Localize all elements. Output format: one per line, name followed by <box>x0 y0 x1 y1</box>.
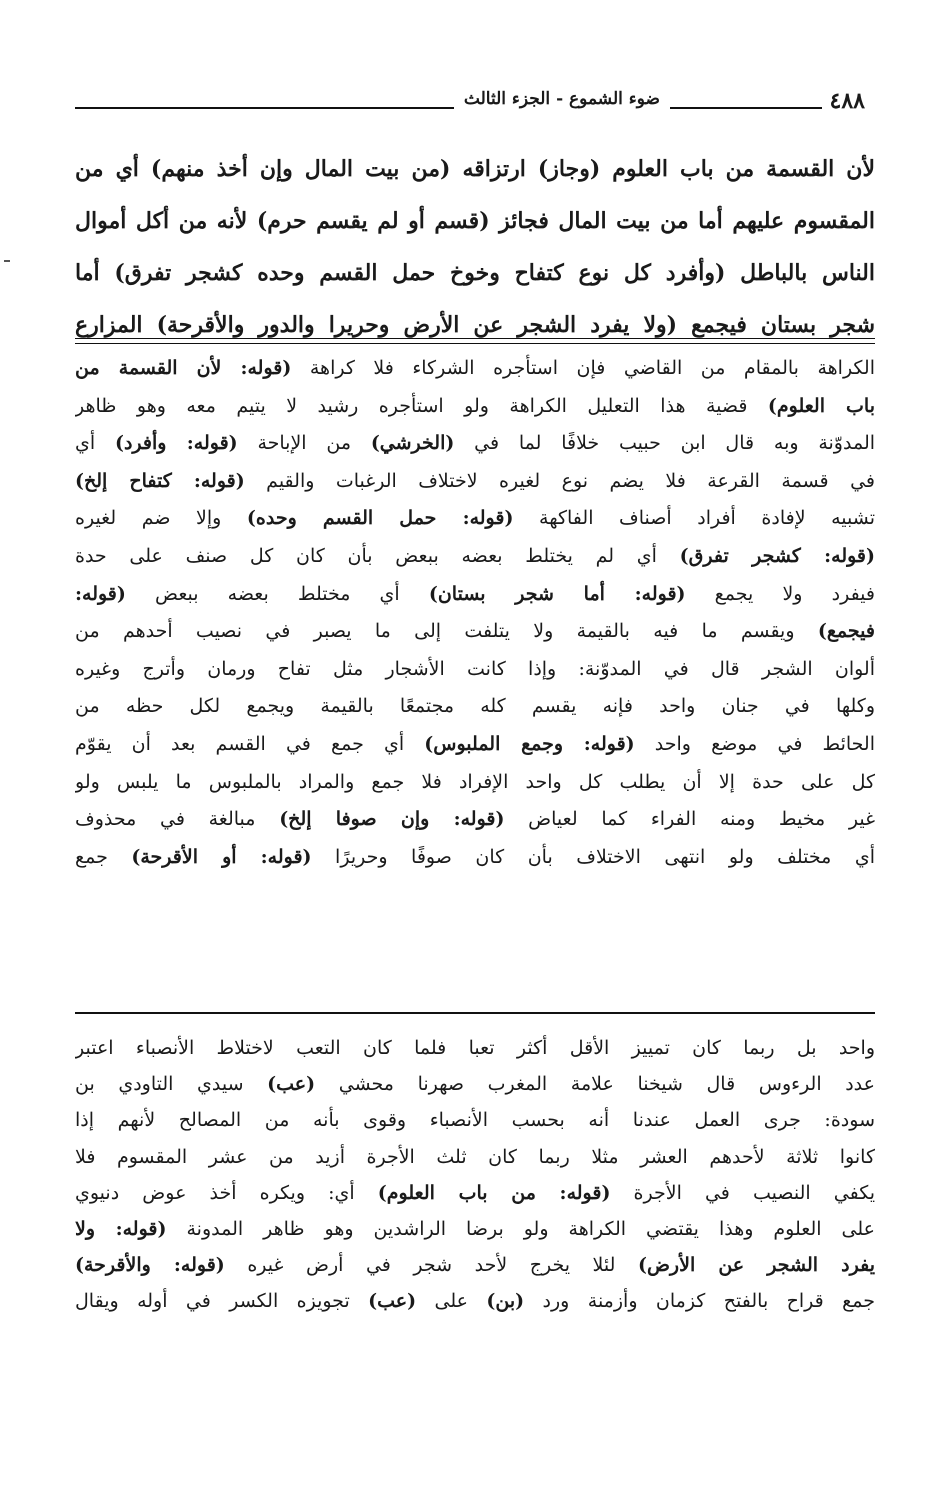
commentary-line <box>75 688 875 726</box>
text-run: على <box>416 1290 487 1313</box>
quoted-lemma: (قوله: وإن صوفا إلخ) <box>279 808 505 831</box>
text-run: يكفي النصيب في الأجرة <box>610 1181 875 1204</box>
commentary-line <box>75 500 875 538</box>
text-run: أي لم يختلط بعضه ببعض بأن كان كل صنف على حدة <box>75 544 680 567</box>
quoted-lemma: (قوله: كتفاح إلخ) <box>75 469 245 492</box>
text-run: لئلا يخرج لأحد شجر في أرض غيره <box>224 1254 638 1277</box>
main-text-line: المقسوم عليهم أما من بيت المال فجائز (قسم أو لم يقسم حرم) لأنه من أكل أموال <box>75 208 875 234</box>
text-run: قضية هذا التعليل الكراهة ولو استأجره رشيد لا يتيم معه وهو ظاهر <box>75 394 768 417</box>
commentary-line <box>75 839 875 877</box>
quoted-lemma: (قوله: وأفرد) <box>114 432 238 455</box>
text-run: واحد بل ربما كان تمييز الأقل أكثر تعبا فلما كان التعب لاختلاط الأنصباء اعتبر <box>75 1037 875 1059</box>
page-number: ٤٨٨ <box>822 88 875 114</box>
text-run: جمع <box>75 845 132 868</box>
quoted-lemma: (قوله: وجمع الملبوس) <box>424 732 635 755</box>
text-run: ألوان الشجر قال في المدوّنة: وإذا كانت الأشجار مثل تفاح ورمان وأترج وغيره <box>75 657 875 680</box>
text-run: سودة: جرى العمل عندنا أنه بحسب الأنصباء وقوى بأنه من المصالح لأنهم إذا <box>75 1109 875 1132</box>
text-run: كانوا ثلاثة لأحدهم العشر مثلا ربما كان ثلث الأجرة أزيد من عشر المقسوم فلا <box>75 1145 875 1168</box>
quoted-lemma: (قوله: <box>75 582 126 605</box>
text-run: وكلها في جنان واحد فإنه يقسم كله مجتمعًا بالقيمة ويجمع لكل حظه من <box>75 695 875 718</box>
text-run: غير مخيط ومنه الفراء كما لعياض <box>504 808 875 831</box>
commentary-line <box>75 613 875 651</box>
text-run: أي جمع في القسم بعد أن يقوّم <box>75 732 425 755</box>
text-run: الحائط في موضع واحد <box>634 732 875 755</box>
text-run: الكراهة بالمقام من القاضي فإن استأجره الشركاء فلا كراهة <box>291 357 875 379</box>
text-run: أي مختلط بعضه ببعض <box>125 582 429 605</box>
text-run: جمع قراح بالفتح كزمان وأزمنة ورد <box>524 1290 875 1313</box>
text-run: ويقسم ما فيه بالقيمة ولا يتلفت إلى ما يصبر في نصيب أحدهم من <box>75 620 818 643</box>
quoted-lemma: (قوله: لأن القسمة من <box>75 357 292 379</box>
main-text <box>75 143 875 351</box>
text-run: تشبيه لإفادة أفراد أصناف الفاكهة <box>513 507 875 530</box>
commentary-line <box>75 425 875 463</box>
commentary-line <box>75 651 875 689</box>
text-run: أي <box>75 432 115 455</box>
gloss-line <box>75 1175 875 1211</box>
text-run: المدوّنة وبه قال ابن حبيب خلافًا لما في <box>454 432 875 455</box>
text-run: أي مختلف ولو انتهى الاختلاف بأن كان صوفًا وحريرًا <box>311 845 875 868</box>
gloss-line <box>75 1139 875 1175</box>
main-text-line: لأن القسمة من باب العلوم (وجاز) ارتزاقه (من بيت المال وإن أخذ منهم) أي من <box>75 156 875 182</box>
commentary-line <box>75 388 875 426</box>
running-title: ضوء الشموع - الجزء الثالث <box>454 89 670 109</box>
gloss-line <box>75 1211 875 1247</box>
quoted-lemma: (قوله: ولا <box>75 1218 167 1241</box>
commentary-line <box>75 576 875 614</box>
quoted-lemma: (قوله: حمل القسم وحده) <box>246 507 514 530</box>
text-run: عدد الرءوس قال شيخنا علامة المغرب صهرنا محشي <box>315 1073 875 1096</box>
text-run: على العلوم وهذا يقتضي الكراهة ولو برضا الراشدين وهو ظاهر المدونة <box>166 1218 875 1241</box>
commentary-line <box>75 764 875 802</box>
page-header <box>75 84 875 124</box>
quoted-lemma: (عب) <box>267 1073 316 1096</box>
text-run: من الإباحة <box>237 432 371 455</box>
quoted-lemma: (قوله: أما شجر بستان) <box>428 582 686 605</box>
main-text-line: شجر بستان فيجمع (ولا يفرد الشجر عن الأرض وحريرا والدور والأقرحة) المزارع <box>75 312 875 338</box>
quoted-lemma: (قوله: كشجر تفرق) <box>679 544 875 567</box>
quoted-lemma: (بن) <box>486 1290 525 1313</box>
text-run: فيفرد ولا يجمع <box>685 582 875 605</box>
quoted-lemma: فيجمع) <box>817 620 875 643</box>
commentary-line <box>75 726 875 764</box>
quoted-lemma: باب العلوم) <box>767 394 875 417</box>
commentary-line <box>75 801 875 839</box>
gloss-line <box>75 1030 875 1066</box>
quoted-lemma: (قوله: من باب العلوم) <box>377 1181 611 1204</box>
footnote-separator <box>75 1012 875 1014</box>
gloss-line <box>75 1102 875 1138</box>
text-run: وإلا ضم لغيره <box>75 507 247 530</box>
text-run: مبالغة في محذوف <box>75 808 280 831</box>
gloss-line <box>75 1066 875 1102</box>
quoted-lemma: (الخرشي) <box>370 432 455 455</box>
main-text-separator <box>75 338 875 344</box>
quoted-lemma: (قوله: أو الأقرحة) <box>131 845 312 868</box>
marginal-gloss <box>75 1030 875 1320</box>
commentary-line <box>75 463 875 501</box>
quoted-lemma: (عب) <box>368 1290 417 1313</box>
main-text-line: الناس بالباطل (وأفرد كل نوع كتفاح وخوخ حمل القسم وحده كشجر تفرق) أما <box>75 260 875 286</box>
text-run: كل على حدة إلا أن يطلب كل واحد الإفراد فلا جمع والمراد بالملبوس ما يلبس ولو <box>75 770 875 793</box>
gloss-line <box>75 1247 875 1283</box>
text-run: في قسمة القرعة فلا يضم نوع لغيره لاختلاف الرغبات والقيم <box>244 469 875 492</box>
text-run: سيدي التاودي بن <box>75 1073 268 1096</box>
margin-mark <box>4 260 10 262</box>
quoted-lemma: يفرد الشجر عن الأرض) <box>637 1254 875 1277</box>
gloss-line <box>75 1283 875 1319</box>
commentary-line <box>75 350 875 388</box>
text-run: تجويزه الكسر في أوله ويقال <box>75 1290 369 1313</box>
text-run: أي: ويكره أخذ عوض دنيوي <box>75 1181 378 1204</box>
commentary <box>75 350 875 876</box>
commentary-line <box>75 538 875 576</box>
quoted-lemma: (قوله: والأقرحة) <box>75 1254 225 1277</box>
